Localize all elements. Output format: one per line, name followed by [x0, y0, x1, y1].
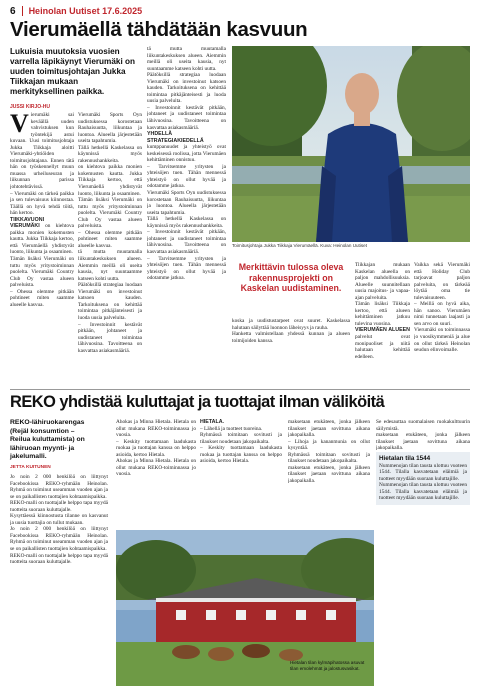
paragraph: – Investoinnit kestävät pitkään, johtaneet ja uudistaneet toimintaa lähivuosina. Tavoitteena on kasvattaa asiakasmääriä. [78, 321, 142, 354]
paragraph: Hanketta valmistellaan yhdessä kunnan ja alueen toimijoiden kanssa. [232, 331, 350, 344]
paragraph: Päätöksillä strategiaa luodaan Vierumäki on investoinut katsoen kauden. Tarkoituksena on kehittää toimintaa pitkäjänteisesti ja luoda uusia palveluita. [147, 72, 226, 105]
paragraph: – Ohessa olemme pitkään pohtineet miten saamme alueelle kasvua. [10, 288, 74, 308]
article1-column-2a [78, 112, 142, 385]
photo-caption: Toimitusjohtaja Jukka Tiikkaja Vierumäellä. Kuva: Heinolan Uutiset [232, 243, 367, 248]
paragraph: maksetaan etukäteen, jonka jälkeen tilaukset jaetaan sovittuna aikana jakopaikalla. [288, 464, 370, 484]
header-divider [22, 6, 23, 16]
paragraph: Vierumäki Sports Oyn uudistuksessa korostetaan Rauhaisuutta, liikuntaa ja luontoa. Alueella järjestetään useita tapahtumia. [147, 190, 226, 216]
paragraph: Jo noin 2 000 henkilöä on liittynyt Facebookissa REKO-ryhmään Heinolan. Ryhmä on toiminut useamman vuoden ajan ja se on paikallisten tuottajien kohtaamispaikka. [10, 526, 108, 553]
paragraph: – Investoinnit kestävät pitkään, johtaneet ja uudistaneet toimintaa lähivuosina. Tavoitteena on kasvattaa asiakasmääriä. [147, 104, 226, 131]
paragraph: Nummenojan tilan tausta ulottuu vuoteen 1544. Tilalla kasvatetaan eläimiä ja tuotteet myydään suoraan kuluttajille. [379, 462, 467, 482]
article2-column-1 [10, 474, 108, 684]
fact-box [376, 452, 470, 505]
paragraph: on kiehtova paikka monien kokemusten kautta. Jukka Tiikkaja kertoo, että Vierumäellä yhdistyvät luonto, liikunta ja osaaminen. [10, 223, 74, 256]
paragraph: REKO-malli on tuottajalle helppo tapa myydä tuotteita suoraan kuluttajalle. [10, 552, 108, 566]
subheading: HIETALA. [200, 419, 225, 425]
paper-name: Heinolan Uutiset 17.6.2025 [28, 6, 143, 16]
article1-column-4 [355, 262, 410, 385]
paragraph: maksetaan etukäteen, jonka jälkeen tilaukset jaetaan sovittuna aikana jakopaikalla. [288, 419, 370, 439]
paragraph: Päätöksillä strategiaa luodaan Vierumäki on investoinut katsoen kauden. Tarkoituksena on kehittää toimintaa pitkäjänteisesti ja luoda uusia palveluita. [78, 282, 142, 321]
paragraph: Ahokas ja Minna Hietala. Hietala on ollut mukana REKO-toiminnassa jo vuosia. [116, 419, 196, 439]
paragraph: Nummenojan tilan tausta ulottuu vuoteen 1544. Tilalla kasvatetaan eläimiä ja tuotteet myydään suoraan kuluttajille. [379, 482, 467, 502]
article1-column-5 [414, 262, 470, 385]
paragraph: – Keskity tuottamaan laadukasta ruokaa ja tuottajan kanssa on helppo asioida, kertoo Hietala. [116, 438, 196, 458]
paragraph: palvelut ovat monipuoliset ja niitä halutaan kehittää edelleen. [355, 334, 410, 360]
article2-column-3 [200, 419, 282, 527]
paragraph: Vierumäki on toiminnassa jo vuosikymmeniä ja alue on ollut tärkeä Heinolan seudun elinvoimalle. [414, 327, 470, 354]
paragraph: Tällä hetkellä Kaskelassa on käynnissä myös rakennushankkeita. [147, 216, 226, 229]
paragraph: – Meillä on hyvä aika, hän sanoo. Vierumäen nimi tunnetaan laajasti ja sen arvo on suuri. [414, 301, 470, 327]
article-divider [10, 389, 470, 390]
paragraph: Tämän lisäksi Vierumäki on tuttu myös yritystoiminnan puolelta. Vierumäki Country Club Oy vastaa alueen palveluista. [10, 256, 74, 289]
article1-byline: JUSSI KIRJO-HU [10, 104, 51, 110]
article2-byline: JETTA KUITUNEN [10, 465, 51, 470]
paragraph: Ahokas ja Minna Hietala. Hietala on ollut mukana REKO-toiminnassa jo vuosia. [116, 458, 196, 478]
paragraph: Se edesauttaa suomalaisen ruokakulttuurin säilymistä. [376, 419, 470, 432]
subheading: VIERUMÄEN ALUEEN [355, 327, 410, 334]
paragraph: – Ohessa olemme pitkään pohtineet miten saamme alueelle kasvua. [78, 229, 142, 249]
paragraph: – Tarvitsemme yritysten ja yhteisöjen tuen. Tähän mennessä yhteistyö on ollut hyvää ja odotamme jatkoa. [147, 255, 226, 282]
article2-column-5 [376, 419, 470, 684]
paragraph: ierumäki sai keväällä uuden vahvistuksen kun työntekijä astui kuvaan. Uusi toimitusjohtaja Jukka Tiikkaja aloitti Vierumäki-yhtiöiden toimitusjohtajana. Ennen tätä hän on työskennellyt muun muassa urheiluseuran ja liikunnan parissa johtotehtävissä. [10, 112, 74, 191]
paragraph: – Keskity tuottamaan laadukasta ruokaa ja tuottajan kanssa on helppo asioida, kertoo Hietala. [200, 445, 282, 465]
paragraph: Jo noin 2 000 henkilöä on liittynyt Facebookissa REKO-ryhmään Heinolan. Ryhmä on toiminut useamman vuoden ajan ja se on paikallisten tuottajien kohtaamispaikka. [10, 474, 108, 500]
farm-photo-caption: Hietalan tilan kylmäpihatossa asuvat tilan emolehmät ja jalostusvasikat. [290, 660, 365, 671]
page-number: 6 [10, 5, 16, 17]
paragraph: Tämän lisäksi Vierumäki on tuttu myös yritystoiminnan puolelta. Vierumäki Country Club Oy vastaa alueen palveluista. [78, 197, 142, 230]
paragraph: Tiikkajan mukaan Kaskelan alueella on paljon mahdollisuuksia. Alueelle suunnitellaan uusia majoitus- ja vapaa-ajan palveluita. [355, 262, 410, 301]
portrait-photo [232, 46, 470, 242]
paragraph: Ryhmässä toimitaan sovitusti ja tilaukset noudetaan jakopaikalta. [200, 432, 282, 445]
paragraph: – Lihoja ja kananmunia on ollut kysyntää. [288, 438, 370, 452]
paragraph: Vaikka sekä Vierumäki että Holiday Club tarjoavat paljon palveluita, on tärkeää löytää oma tie tulevaisuuteen. [414, 262, 470, 301]
paragraph: kumppanuudet ja yhteistyö ovat keskeisessä roolissa, jotta Vierumäen kehittäminen onnistuu. [147, 144, 226, 164]
paragraph: – Vierumäki on tärkeä paikka ja sen tulevaisuus kiinnostaa. Täällä on hyvä tehdä töitä, hän kertoo. [10, 190, 74, 217]
paragraph: Kysyttäessä kiinnostusta tilanne on kasvanut ja uusia tuottajia on tullut mukaan. [10, 513, 108, 526]
article2-ingress: REKO-lähiruokarengas (Rejäl konsumtion – Reilua kuluttamista) on lähiruoan myynti- ja jakelumalli. [10, 419, 85, 460]
paragraph: on kiehtova paikka monien kokemusten kautta. Jukka Tiikkaja kertoo, että Vierumäellä yhdistyvät luonto, liikunta ja osaaminen. [78, 164, 142, 197]
article1-column-2 [147, 46, 226, 385]
article2-headline: REKO yhdistää kuluttajat ja tuottajat ilman väliköitä [10, 393, 385, 411]
paragraph: – Tarvitsemme yritysten ja yhteisöjen tuen. Tähän mennessä yhteistyö on ollut hyvää ja odotamme jatkoa. [147, 163, 226, 190]
article1-column-3 [232, 318, 350, 385]
paragraph: Tämän lisäksi Tiikkaja kertoo, että alueen kehittäminen jatkuu tulevina vuosina. [355, 301, 410, 327]
paragraph: maksetaan etukäteen, jonka jälkeen tilaukset jaetaan sovittuna aikana jakopaikalla. [376, 432, 470, 452]
subheading: TIIKKAVUONI VIERUMÄKI [10, 216, 45, 230]
paragraph: tä mutta muutamalla liikuntakeskuksen alueen. Aiemmin meillä oli useita kausia, nyt suuntaamme katseen kohti uutta. [147, 46, 226, 72]
paragraph: Vierumäki Sports Oyn uudistuksessa korostetaan Rauhaisuutta, liikuntaa ja luontoa. Alueella järjestetään useita tapahtumia. [78, 112, 142, 145]
paragraph: – Lähellä ja tuotteet tuoreina. [200, 425, 263, 432]
article1-ingress: Lukuisia muutoksia vuosien varrella läpikäynyt Vierumäki on uuden toimitusjohtajan Jukka Tiikkajan mukaan merkityksellinen paikka. [10, 47, 135, 96]
dropcap: V [10, 112, 29, 138]
article2-column-2 [116, 419, 196, 527]
fact-box-heading: Hietalan tila 1544 [379, 454, 431, 462]
paragraph: tä mutta muutamalla liikuntakeskuksen alueen. Aiemmin meillä oli useita kausia, nyt suuntaamme katseen kohti uutta. [78, 249, 142, 282]
paragraph: koska ja uudistustarpeet ovat suuret. Kaskelassa halutaan säilyttää luonnon läheisyys ja rauha. [232, 318, 350, 331]
article1-headline: Vierumäellä tähdätään kasvuun [10, 18, 308, 41]
paragraph: Ryhmässä toimitaan sovitusti ja tilaukset noudetaan jakopaikalta. [288, 451, 370, 465]
portrait-photo-illustration [232, 46, 470, 242]
subheading: YHDELLÄ STRATEGIAKIEDELLÄ [147, 131, 204, 144]
paragraph: – Investoinnit kestävät pitkään, johtaneet ja uudistaneet toimintaa lähivuosina. Tavoitteena on kasvattaa asiakasmääriä. [147, 229, 226, 255]
article1-column-1 [10, 112, 74, 385]
paragraph: REKO-malli on tuottajalle helppo tapa myydä tuotteita suoraan kuluttajalle. [10, 500, 108, 513]
pull-quote: Merkittävin tulossa oleva rakennusprojekti on Kaskelan uudistaminen. [238, 262, 344, 293]
paragraph: Tällä hetkellä Kaskelassa on käynnissä myös rakennushankkeita. [78, 144, 142, 164]
